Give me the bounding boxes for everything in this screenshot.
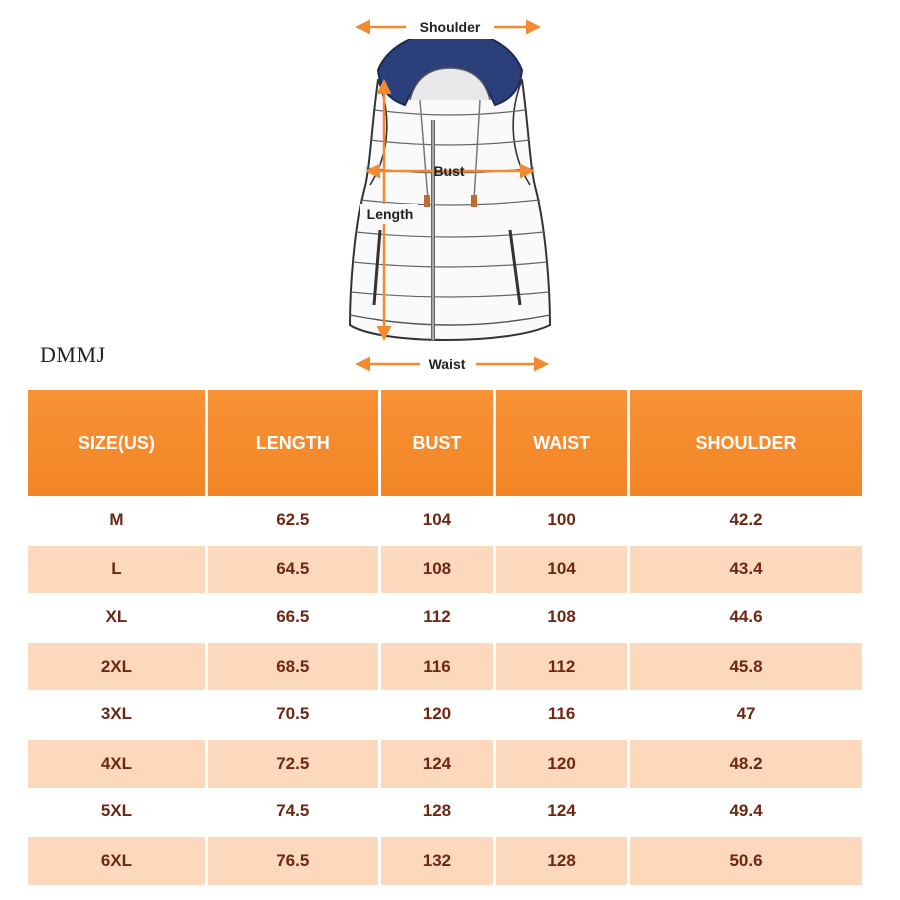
length-cell: 70.5 bbox=[208, 690, 378, 740]
length-cell: 68.5 bbox=[208, 643, 378, 691]
size-cell: 3XL bbox=[28, 690, 205, 740]
shoulder-cell: 45.8 bbox=[630, 643, 862, 691]
bust-cell: 112 bbox=[381, 593, 493, 643]
waist-cell: 128 bbox=[496, 837, 627, 885]
table-header-row bbox=[28, 390, 862, 496]
length-cell: 64.5 bbox=[208, 546, 378, 594]
table-row bbox=[28, 837, 862, 885]
bust-label: Bust bbox=[433, 163, 465, 179]
bust-cell: 128 bbox=[381, 788, 493, 838]
shoulder-cell: 49.4 bbox=[630, 788, 862, 838]
bust-cell: 120 bbox=[381, 690, 493, 740]
size-cell: 6XL bbox=[28, 837, 205, 885]
waist-cell: 104 bbox=[496, 546, 627, 594]
table-row bbox=[28, 643, 862, 691]
shoulder-cell: 42.2 bbox=[630, 496, 862, 546]
table-row bbox=[28, 546, 862, 594]
length-cell: 62.5 bbox=[208, 496, 378, 546]
header-size: SIZE(US) bbox=[28, 390, 205, 496]
length-cell: 72.5 bbox=[208, 740, 378, 788]
header-waist: WAIST bbox=[496, 390, 627, 496]
table-row bbox=[28, 690, 862, 740]
waist-cell: 124 bbox=[496, 788, 627, 838]
length-cell: 66.5 bbox=[208, 593, 378, 643]
header-bust: BUST bbox=[381, 390, 493, 496]
waist-cell: 108 bbox=[496, 593, 627, 643]
size-cell: 5XL bbox=[28, 788, 205, 838]
header-shoulder: SHOULDER bbox=[630, 390, 862, 496]
bust-cell: 132 bbox=[381, 837, 493, 885]
vest-measurement-diagram bbox=[320, 0, 580, 385]
table-row bbox=[28, 788, 862, 838]
header-length: LENGTH bbox=[208, 390, 378, 496]
size-cell: 2XL bbox=[28, 643, 205, 691]
waist-label: Waist bbox=[428, 356, 466, 372]
waist-cell: 116 bbox=[496, 690, 627, 740]
table-row bbox=[28, 496, 862, 546]
length-cell: 74.5 bbox=[208, 788, 378, 838]
size-cell: L bbox=[28, 546, 205, 594]
waist-cell: 120 bbox=[496, 740, 627, 788]
shoulder-cell: 44.6 bbox=[630, 593, 862, 643]
size-chart-table bbox=[25, 390, 865, 885]
waist-cell: 100 bbox=[496, 496, 627, 546]
brand-name: DMMJ bbox=[40, 342, 106, 367]
size-cell: M bbox=[28, 496, 205, 546]
table-row bbox=[28, 593, 862, 643]
length-cell: 76.5 bbox=[208, 837, 378, 885]
size-cell: 4XL bbox=[28, 740, 205, 788]
length-label: Length bbox=[366, 206, 414, 222]
shoulder-cell: 50.6 bbox=[630, 837, 862, 885]
bust-cell: 108 bbox=[381, 546, 493, 594]
bust-cell: 104 bbox=[381, 496, 493, 546]
shoulder-cell: 47 bbox=[630, 690, 862, 740]
shoulder-cell: 43.4 bbox=[630, 546, 862, 594]
size-cell: XL bbox=[28, 593, 205, 643]
bust-cell: 124 bbox=[381, 740, 493, 788]
table-row bbox=[28, 740, 862, 788]
vest-illustration bbox=[350, 60, 550, 340]
shoulder-cell: 48.2 bbox=[630, 740, 862, 788]
bust-cell: 116 bbox=[381, 643, 493, 691]
shoulder-label: Shoulder bbox=[419, 19, 481, 35]
waist-cell: 112 bbox=[496, 643, 627, 691]
